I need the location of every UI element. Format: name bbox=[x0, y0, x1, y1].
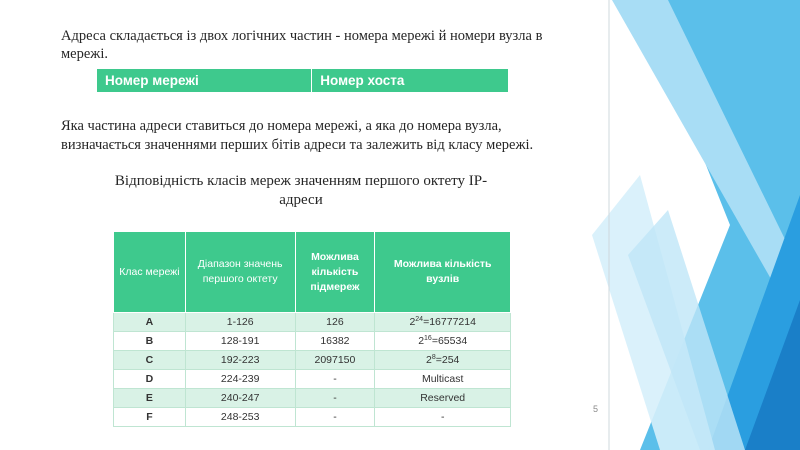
page-number: 5 bbox=[593, 404, 599, 414]
table-row bbox=[114, 370, 511, 389]
class-cell: F bbox=[114, 408, 186, 427]
header-range: Діапазон значень першого октету bbox=[185, 232, 295, 313]
class-cell: E bbox=[114, 389, 186, 408]
table-caption: Відповідність класів мереж значенням першого октету IP-адреси bbox=[114, 173, 488, 208]
hosts-cell: $2^8=254$ bbox=[375, 351, 511, 370]
subnets-cell: 16382 bbox=[295, 332, 375, 351]
hosts-cell: $2^{24}=16777214$ bbox=[375, 313, 511, 332]
network-number-cell: Номер мережі bbox=[97, 69, 312, 93]
header-hosts: Можлива кількість вузлів bbox=[375, 232, 511, 313]
intro-paragraph: Адреса складається із двох логічних частин - номера мережі й номери вузла в мережі. bbox=[61, 28, 543, 62]
explanation-paragraph: Яка частина адреси ставиться до номера мережі, а яка до номера вузла, визначається значеннями перших бітів адреси та залежить від класу мережі. bbox=[61, 118, 534, 153]
host-number-cell: Номер хоста bbox=[312, 69, 509, 93]
table-row bbox=[114, 313, 511, 332]
table-row bbox=[114, 408, 511, 427]
range-cell: 248-253 bbox=[185, 408, 295, 427]
table-row bbox=[114, 332, 511, 351]
range-cell: 192-223 bbox=[185, 351, 295, 370]
class-cell: D bbox=[114, 370, 186, 389]
hosts-cell: - bbox=[375, 408, 511, 427]
hosts-cell: Multicast bbox=[375, 370, 511, 389]
header-subnets: Можлива кількість підмереж bbox=[295, 232, 375, 313]
subnets-cell: 126 bbox=[295, 313, 375, 332]
table-row bbox=[114, 389, 511, 408]
subnets-cell: 2097150 bbox=[295, 351, 375, 370]
table-row bbox=[114, 351, 511, 370]
hosts-cell: Reserved bbox=[375, 389, 511, 408]
subnets-cell: - bbox=[295, 408, 375, 427]
subnets-cell: - bbox=[295, 370, 375, 389]
hosts-cell: $2^{16}=65534$ bbox=[375, 332, 511, 351]
range-cell: 224-239 bbox=[185, 370, 295, 389]
class-cell: B bbox=[114, 332, 186, 351]
range-cell: 128-191 bbox=[185, 332, 295, 351]
header-class: Клас мережі bbox=[114, 232, 186, 313]
address-parts-table bbox=[96, 68, 509, 93]
class-cell: A bbox=[114, 313, 186, 332]
range-cell: 1-126 bbox=[185, 313, 295, 332]
subnets-cell: - bbox=[295, 389, 375, 408]
network-classes-table bbox=[113, 231, 511, 427]
class-cell: C bbox=[114, 351, 186, 370]
range-cell: 240-247 bbox=[185, 389, 295, 408]
